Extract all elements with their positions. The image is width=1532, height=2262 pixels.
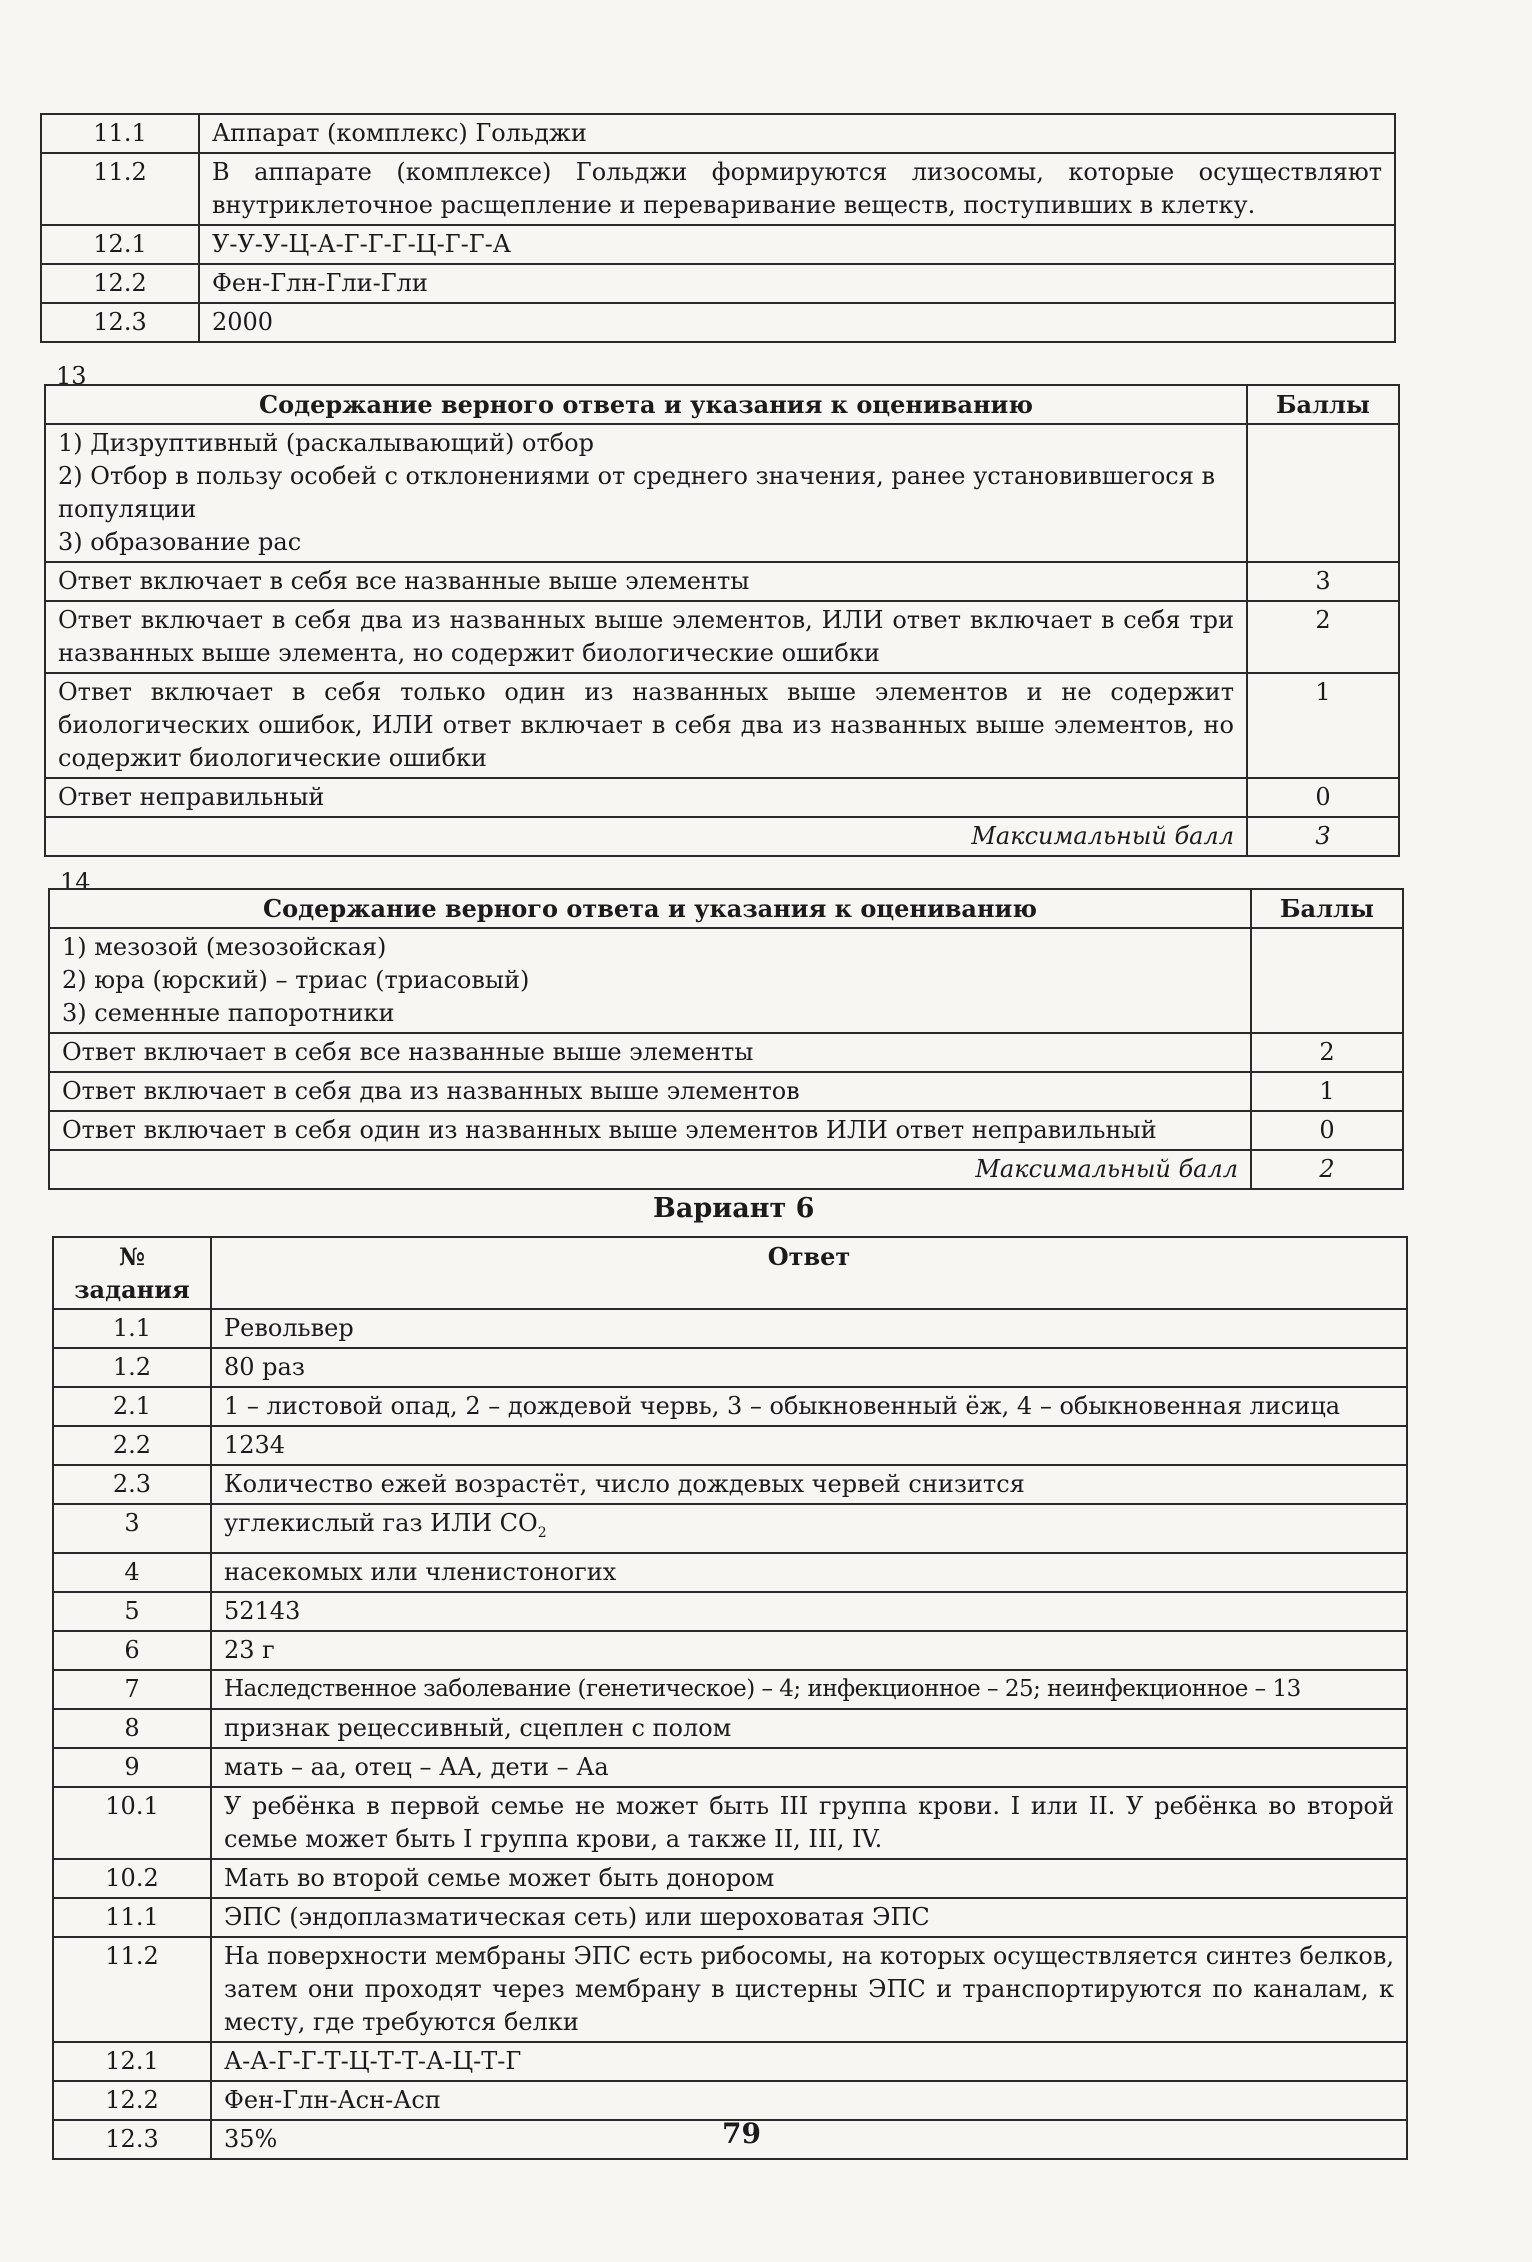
criterion-row (45, 562, 1399, 601)
answer-cell: 2000 (199, 303, 1395, 342)
task-number: 12.3 (41, 303, 199, 342)
answer-element: 2) Отбор в пользу особей с отклонениями от среднего значения, ранее установившегося в популяции (58, 462, 1216, 523)
table-row (53, 1592, 1407, 1631)
max-score-label: Максимальный балл (45, 817, 1247, 856)
table-header-row (53, 1237, 1407, 1309)
answer-cell: признак рецессивный, сцеплен с полом (211, 1709, 1407, 1748)
table-row (53, 1787, 1407, 1859)
empty-score-cell (1247, 424, 1399, 562)
table-row (53, 1504, 1407, 1553)
max-score-row (49, 1150, 1403, 1189)
task-number: 6 (53, 1631, 211, 1670)
table-row (53, 1309, 1407, 1348)
task-number: 10.1 (53, 1787, 211, 1859)
task-number: 12.2 (53, 2081, 211, 2120)
criterion-score: 0 (1247, 778, 1399, 817)
table-row (53, 1553, 1407, 1592)
criterion-row (45, 778, 1399, 817)
criterion-score: 2 (1247, 601, 1399, 673)
max-score-value: 3 (1247, 817, 1399, 856)
task-number: 2.3 (53, 1465, 211, 1504)
task-number: 11.2 (53, 1937, 211, 2042)
answer-cell: Мать во второй семье может быть донором (211, 1859, 1407, 1898)
task-number: 12.1 (53, 2042, 211, 2081)
answer-cell: ЭПС (эндоплазматическая сеть) или шероховатая ЭПС (211, 1898, 1407, 1937)
table-row (53, 1937, 1407, 2042)
table-row (53, 1387, 1407, 1426)
task-number: 3 (53, 1504, 211, 1553)
answer-elements (49, 928, 1251, 1033)
answer-cell: 80 раз (211, 1348, 1407, 1387)
criterion-score: 0 (1251, 1111, 1403, 1150)
answer-cell: У ребёнка в первой семье не может быть III группа крови. I или II. У ребёнка во второй семье может быть I группа крови, а также II, III, IV. (211, 1787, 1407, 1859)
criterion-text: Ответ включает в себя один из названных выше элементов ИЛИ ответ неправильный (49, 1111, 1251, 1150)
task-number: 11.1 (53, 1898, 211, 1937)
answer-cell: насекомых или членистоногих (211, 1553, 1407, 1592)
table-row (41, 114, 1395, 153)
elements-row (45, 424, 1399, 562)
answer-cell: мать – аа, отец – АА, дети – Аа (211, 1748, 1407, 1787)
criterion-score: 2 (1251, 1033, 1403, 1072)
task-13-label: 13 (56, 362, 87, 390)
table-row (53, 1426, 1407, 1465)
task-number: 9 (53, 1748, 211, 1787)
criterion-row (49, 1111, 1403, 1150)
task-number: 2.2 (53, 1426, 211, 1465)
answer-element: 3) образование рас (58, 528, 302, 556)
table-row (53, 1631, 1407, 1670)
answer-element: 1) мезозой (мезозойская) (62, 933, 387, 961)
max-score-row (45, 817, 1399, 856)
answer-cell: 52143 (211, 1592, 1407, 1631)
criterion-text: Ответ включает в себя два из названных выше элементов, ИЛИ ответ включает в себя три названных выше элемента, но содержит биологические ошибки (45, 601, 1247, 673)
task-number: 11.2 (41, 153, 199, 225)
task-number: 10.2 (53, 1859, 211, 1898)
answer-cell: 23 г (211, 1631, 1407, 1670)
answer-cell (211, 1504, 1407, 1553)
table-row (53, 1348, 1407, 1387)
answer-cell: Количество ежей возрастёт, число дождевых червей снизится (211, 1465, 1407, 1504)
empty-score-cell (1251, 928, 1403, 1033)
task-number: 12.2 (41, 264, 199, 303)
criterion-text: Ответ включает в себя все названные выше элементы (49, 1033, 1251, 1072)
content-header: Содержание верного ответа и указания к оцениванию (49, 889, 1251, 928)
table-row (53, 1709, 1407, 1748)
variant-title: Вариант 6 (653, 1193, 815, 1224)
answer-cell: В аппарате (комплексе) Гольджи формируются лизосомы, которые осуществляют внутриклеточное расщепление и переваривание веществ, поступивших в клетку. (199, 153, 1395, 225)
max-score-label: Максимальный балл (49, 1150, 1251, 1189)
criterion-row (45, 673, 1399, 778)
task-number: 5 (53, 1592, 211, 1631)
criterion-text: Ответ неправильный (45, 778, 1247, 817)
criterion-text: Ответ включает в себя все названные выше элементы (45, 562, 1247, 601)
points-header: Баллы (1247, 385, 1399, 424)
criterion-score: 1 (1251, 1072, 1403, 1111)
criterion-text: Ответ включает в себя два из названных выше элементов (49, 1072, 1251, 1111)
table-row (53, 1670, 1407, 1709)
answer-element: 2) юра (юрский) – триас (триасовый) (62, 966, 530, 994)
answer-cell: 35% (211, 2120, 1407, 2159)
criterion-score: 3 (1247, 562, 1399, 601)
answer-cell: Аппарат (комплекс) Гольджи (199, 114, 1395, 153)
task-number: 1.2 (53, 1348, 211, 1387)
answer-cell: Револьвер (211, 1309, 1407, 1348)
answer-element: 1) Дизруптивный (раскалывающий) отбор (58, 429, 594, 457)
answer-cell: Фен-Глн-Гли-Гли (199, 264, 1395, 303)
content-header: Содержание верного ответа и указания к оцениванию (45, 385, 1247, 424)
table-row (41, 153, 1395, 225)
answer-cell: А-А-Г-Г-Т-Ц-Т-Т-А-Ц-Т-Г (211, 2042, 1407, 2081)
task-number: 7 (53, 1670, 211, 1709)
criterion-text: Ответ включает в себя только один из названных выше элементов и не содержит биологических ошибок, ИЛИ ответ включает в себя два из названных выше элементов, но содержит биологические ошибки (45, 673, 1247, 778)
criterion-score: 1 (1247, 673, 1399, 778)
answer-elements (45, 424, 1247, 562)
variant-6-answer-table (52, 1236, 1408, 2160)
criterion-row (49, 1033, 1403, 1072)
criterion-row (49, 1072, 1403, 1111)
table-row (41, 264, 1395, 303)
answer-cell: У-У-У-Ц-А-Г-Г-Г-Ц-Г-Г-А (199, 225, 1395, 264)
answer-element: 3) семенные папоротники (62, 999, 395, 1027)
table-row (41, 303, 1395, 342)
max-score-value: 2 (1251, 1150, 1403, 1189)
answer-cell: Фен-Глн-Асн-Асп (211, 2081, 1407, 2120)
answer-cell: 1234 (211, 1426, 1407, 1465)
answer-cell: Наследственное заболевание (генетическое) – 4; инфекционное – 25; неинфекционное – 13 (211, 1670, 1407, 1709)
task-number: 2.1 (53, 1387, 211, 1426)
answer-text: углекислый газ ИЛИ CO (224, 1509, 538, 1537)
answer-cell: 1 – листовой опад, 2 – дождевой червь, 3 – обыкновенный ёж, 4 – обыкновенная лисица (211, 1387, 1407, 1426)
table-row (53, 2081, 1407, 2120)
table-header-row (49, 889, 1403, 928)
table-row (41, 225, 1395, 264)
page-number: 79 (722, 2117, 761, 2150)
task-number: 12.3 (53, 2120, 211, 2159)
task-number: 1.1 (53, 1309, 211, 1348)
table-row (53, 1465, 1407, 1504)
criterion-row (45, 601, 1399, 673)
task-number: 4 (53, 1553, 211, 1592)
answer-cell: На поверхности мембраны ЭПС есть рибосомы, на которых осуществляется синтез белков, затем они проходят через мембрану в цистерны ЭПС и транспортируются по каналам, к месту, где требуются белки (211, 1937, 1407, 2042)
task-number: 8 (53, 1709, 211, 1748)
answer-header: Ответ (211, 1237, 1407, 1309)
task-13-criteria-table (44, 384, 1400, 857)
table-row (53, 1898, 1407, 1937)
table-row (53, 2042, 1407, 2081)
table-header-row (45, 385, 1399, 424)
elements-row (49, 928, 1403, 1033)
table-row (53, 1859, 1407, 1898)
top-answer-table (40, 113, 1396, 343)
table-row (53, 1748, 1407, 1787)
task-14-criteria-table (48, 888, 1404, 1190)
task-number: 12.1 (41, 225, 199, 264)
task-number: 11.1 (41, 114, 199, 153)
task-14-label: 14 (60, 868, 91, 896)
task-number-header: № задания (53, 1237, 211, 1309)
subscript: 2 (537, 1524, 547, 1541)
points-header: Баллы (1251, 889, 1403, 928)
